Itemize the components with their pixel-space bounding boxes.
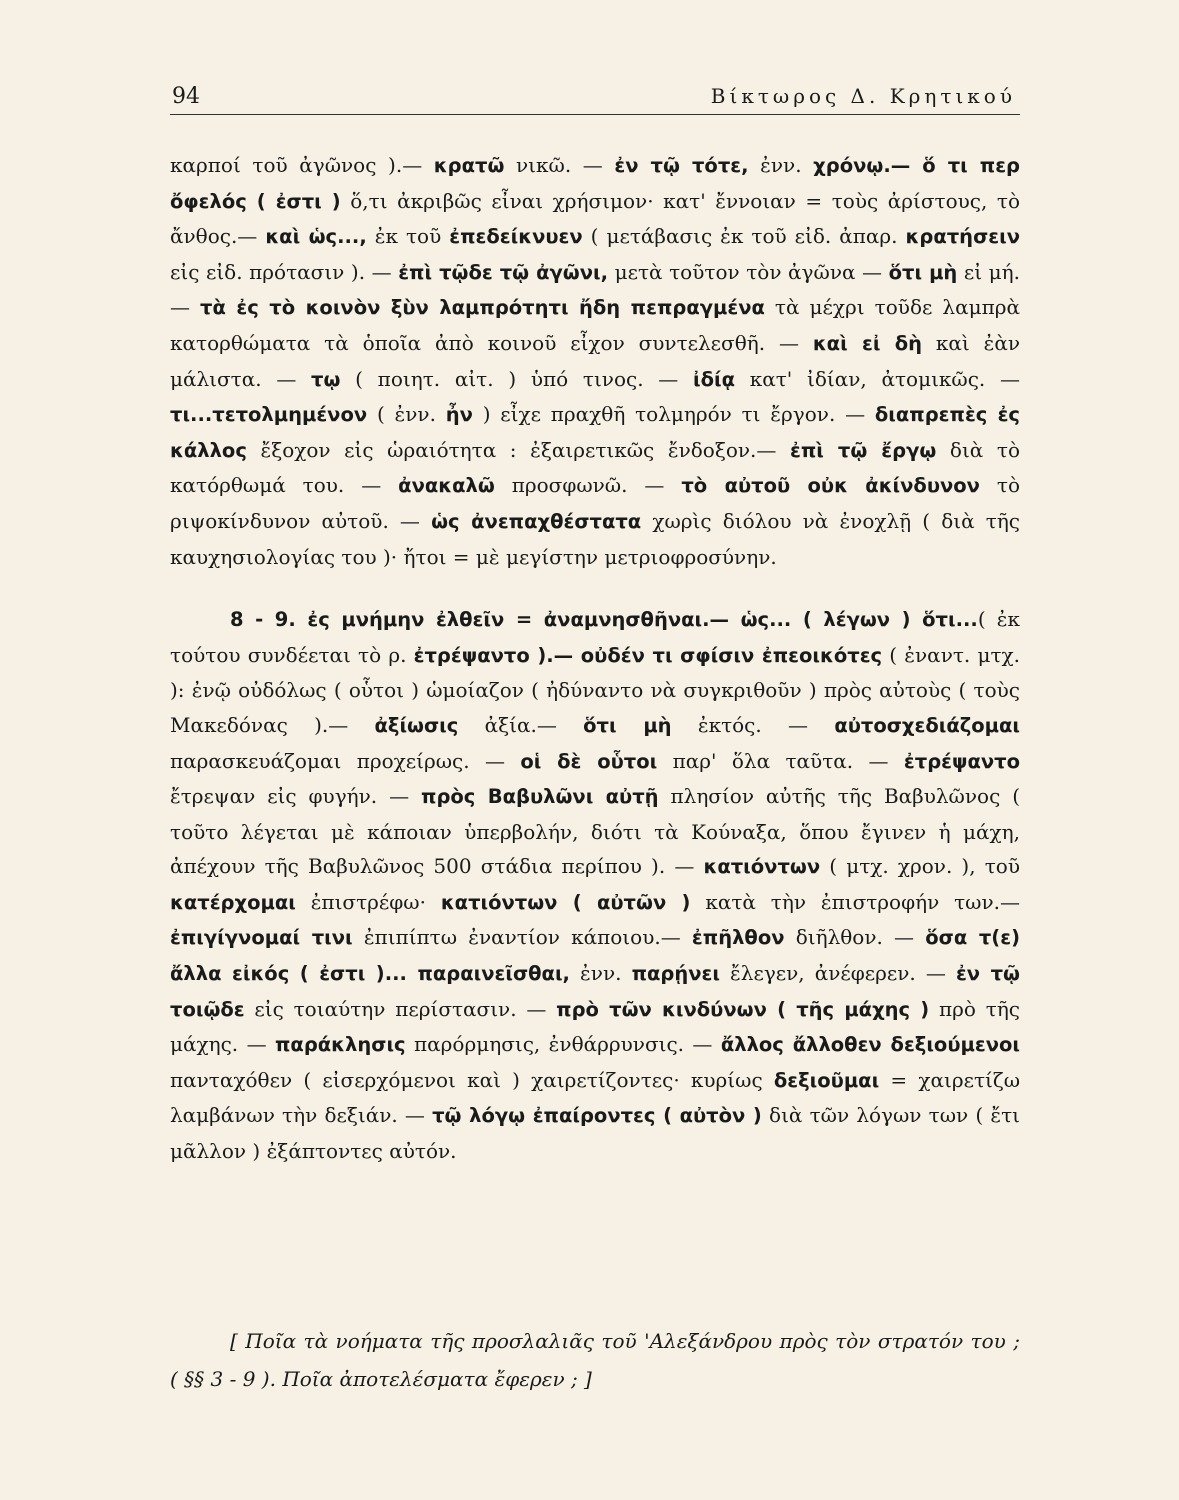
lemma-term: ἐτρέψαντο <box>903 749 1021 773</box>
lemma-term: ἐπὶ τῷδε τῷ ἀγῶνι, <box>398 260 609 284</box>
lemma-term: ὅσα τ(ε) ἄλλα εἰκός ( ἐστι )... παραινεῖσθαι, <box>170 926 1020 986</box>
gloss-text: νικῶ. — <box>504 153 615 177</box>
gloss-text: ὅ,τι ἀκριβῶς εἶναι χρήσιμον· κατ' ἔννοιαν = τοὺς ἀρίστους, τὸ ἄνθος.— <box>170 188 1021 249</box>
lemma-term: ὅτι μὴ <box>888 260 958 284</box>
lemma-term: αὐτοσχεδιάζομαι <box>834 713 1020 737</box>
running-head: Βίκτωρος Δ. Κρητικού <box>710 84 1016 108</box>
gloss-text: εἰ μή. — <box>170 259 1021 320</box>
gloss-text: ἔτρεψαν εἰς φυγήν. — <box>170 784 422 809</box>
lemma-term: ἐν τῷ τοιῷδε <box>170 962 1021 1021</box>
study-question: [ Ποῖα τὰ νοήματα τῆς προσλαλιᾶς τοῦ 'Αλεξάνδρου πρὸς τὸν στρατόν του ; ( §§ 3 - 9 ). Ποῖα ἀποτελέσματα ἔφερεν ; ] <box>170 1329 1020 1391</box>
gloss-text: ἐπιπίπτω ἐναντίον κάποιου.— <box>352 925 692 950</box>
lemma-term: ἐπιγίγνομαί τινι <box>170 926 353 950</box>
gloss-text: τὰ μέχρι τοῦδε λαμπρὰ κατορθώματα τὰ ὁποῖα ἀπὸ κοινοῦ εἶχον συντελεσθῆ. — <box>170 295 1020 355</box>
lemma-term: τὸ αὐτοῦ οὐκ ἀκίνδυνον <box>681 474 980 498</box>
gloss-text: παρόρμησις, ἐνθάρρυνσις. — <box>405 1032 721 1057</box>
gloss-text: ἔλεγεν, ἀνέφερεν. — <box>719 961 956 986</box>
lemma-term: ἐν τῷ τότε, <box>614 154 749 177</box>
lemma-term: καὶ ὡς..., <box>265 225 367 249</box>
lemma-term: διαπρεπὲς ἐς κάλλος <box>170 403 1020 462</box>
gloss-text: ( ἐκ τούτου συνδέεται τὸ ρ. <box>170 607 1020 667</box>
lemma-term: πρὸ τῶν κινδύνων ( τῆς μάχης ) <box>556 997 930 1021</box>
gloss-text: προσφωνῶ. — <box>494 473 682 498</box>
gloss-text: ἐκ τοῦ <box>366 224 450 249</box>
lemma-term: ἀξίωσις <box>374 713 459 737</box>
gloss-text: πλησίον αὐτῆς τῆς Βαβυλῶνος ( τοῦτο λέγεται μὲ κάποιαν ὑπερβολήν, διότι τὰ Κούναξα, ὅπου ἔγινεν ἡ μάχη, ἀπέχουν τῆς Βαβυλῶνος 500 στάδια περίπου ). — <box>170 784 1021 879</box>
gloss-text: ἐνν. <box>748 153 814 177</box>
gloss-text: παρασκευάζομαι προχείρως. — <box>170 748 521 773</box>
gloss-text: κατὰ τὴν ἐπιστροφήν των.— <box>690 889 1020 914</box>
gloss-text: ) εἶχε πραχθῆ τολμηρόν τι ἔργον. — <box>472 402 875 427</box>
lemma-term: κατιόντων ( αὐτῶν ) <box>440 890 691 914</box>
gloss-text: κατ' ἰδίαν, ἀτομικῶς. — <box>735 366 1020 391</box>
gloss-text: καὶ ἐὰν μάλιστα. — <box>170 330 1020 391</box>
gloss-text: καρποί τοῦ ἀγῶνος ).— <box>170 153 434 177</box>
lemma-term: κρατῶ <box>433 154 505 177</box>
lemma-term: δεξιοῦμαι <box>773 1068 880 1092</box>
gloss-text: διὰ τῶν λόγων των ( ἔτι μᾶλλον ) ἐξάπτοντες αὐτόν. <box>170 1103 1020 1164</box>
gloss-text: ( ποιητ. αἰτ. ) ὑπό τινος. — <box>340 366 693 391</box>
gloss-text: πρὸ τῆς μάχης. — <box>170 996 1021 1057</box>
lemma-term: ἐπὶ τῷ ἔργῳ <box>789 438 937 462</box>
gloss-text: ἔξοχον εἰς ὡραιότητα : ἐξαιρετικῶς ἔνδοξον.— <box>246 437 790 462</box>
lemma-term: κατιόντων <box>703 855 821 879</box>
gloss-text: εἰς τοιαύτην περίστασιν. — <box>244 996 557 1021</box>
commentary-text <box>170 148 1020 1169</box>
page-number: 94 <box>172 84 200 109</box>
lemma-term: ἄλλος ἄλλοθεν δεξιούμενοι <box>720 1033 1020 1057</box>
lemma-term: καὶ εἰ δὴ <box>812 331 922 355</box>
lemma-term: ὡς ἀνεπαχθέστατα <box>431 509 642 533</box>
lemma-term: κατέρχομαι <box>170 890 296 914</box>
lemma-term: ἐπῆλθον <box>691 926 785 950</box>
commentary-paragraph-1 <box>170 148 1020 574</box>
gloss-text: ἐνν. <box>569 961 632 986</box>
lemma-term: ἰδίᾳ <box>693 367 735 391</box>
lemma-term: τι...τετολμημένον <box>170 403 368 427</box>
lemma-term: οἱ δὲ οὗτοι <box>520 749 658 773</box>
gloss-text: = χαιρετίζω λαμβάνων τὴν δεξιάν. — <box>170 1067 1021 1128</box>
page-header <box>170 80 1020 115</box>
gloss-text: εἰς εἰδ. πρότασιν ). — <box>170 259 399 284</box>
gloss-text: ( ἐνν. <box>367 402 446 427</box>
lemma-term: τῳ <box>311 367 341 391</box>
lemma-term: παράκλησις <box>275 1033 406 1057</box>
lemma-term: χρόνῳ.— ὅ τι περ ὄφελός ( ἐστι ) <box>170 154 1021 213</box>
gloss-text: τὸ ριψοκίνδυνον αὐτοῦ. — <box>170 473 1021 533</box>
gloss-text: παρ' ὅλα ταῦτα. — <box>657 748 904 773</box>
gloss-text: μετὰ τοῦτον τὸν ἀγῶνα — <box>608 259 889 284</box>
lemma-term: ἐπεδείκνυεν <box>449 225 583 249</box>
lemma-term: ἐτρέψαντο ).— οὐδέν τι σφίσιν ἐπεοικότες <box>413 643 883 667</box>
gloss-text: πανταχόθεν ( εἰσερχόμενοι καὶ ) χαιρετίζοντες· κυρίως <box>170 1067 774 1092</box>
gloss-text: ( ἐναντ. μτχ. ): ἐνῷ οὐδόλως ( οὗτοι ) ὡμοίαζον ( ἠδύναντο νὰ συγκριθοῦν ) πρὸς αὐτοὺς ( τοὺς Μακεδόνας ).— <box>170 642 1020 737</box>
gloss-text: ἐκτός. — <box>671 712 835 737</box>
gloss-text: χωρὶς διόλου νὰ ἐνοχλῇ ( διὰ τῆς καυχησιολογίας του )· ἤτοι = μὲ μεγίστην μετριοφροσύνην. <box>170 508 1020 569</box>
lemma-term: παρῄνει <box>631 962 720 986</box>
gloss-text: ( μτχ. χρον. ), τοῦ <box>820 854 1020 879</box>
gloss-text: διῆλθον. — <box>784 925 926 950</box>
gloss-text: διὰ τὸ κατόρθωμά του. — <box>170 437 1020 498</box>
gloss-text: ἐπιστρέφω· <box>295 889 441 914</box>
lemma-term: ἦν <box>445 403 473 427</box>
lemma-term: τῷ λόγῳ ἐπαίροντες ( αὐτὸν ) <box>432 1104 762 1128</box>
gloss-text: ( μετάβασις ἐκ τοῦ εἰδ. ἀπαρ. <box>582 224 906 249</box>
lemma-term: ἀνακαλῶ <box>398 474 495 498</box>
lemma-term: τὰ ἐς τὸ κοινὸν ξὺν λαμπρότητι ἤδη πεπραγμένα <box>200 296 765 320</box>
gloss-text: ἀξία.— <box>458 712 584 737</box>
lemma-term: ὅτι μὴ <box>583 713 672 737</box>
lemma-term: κρατήσειν <box>905 225 1020 249</box>
commentary-paragraph-2 <box>170 602 1020 1169</box>
lemma-term: 8 - 9. ἐς μνήμην ἐλθεῖν = ἀναμνησθῆναι.— ὡς... ( λέγων ) ὅτι... <box>230 608 978 632</box>
lemma-term: πρὸς Βαβυλῶνι αὐτῇ <box>421 785 659 809</box>
